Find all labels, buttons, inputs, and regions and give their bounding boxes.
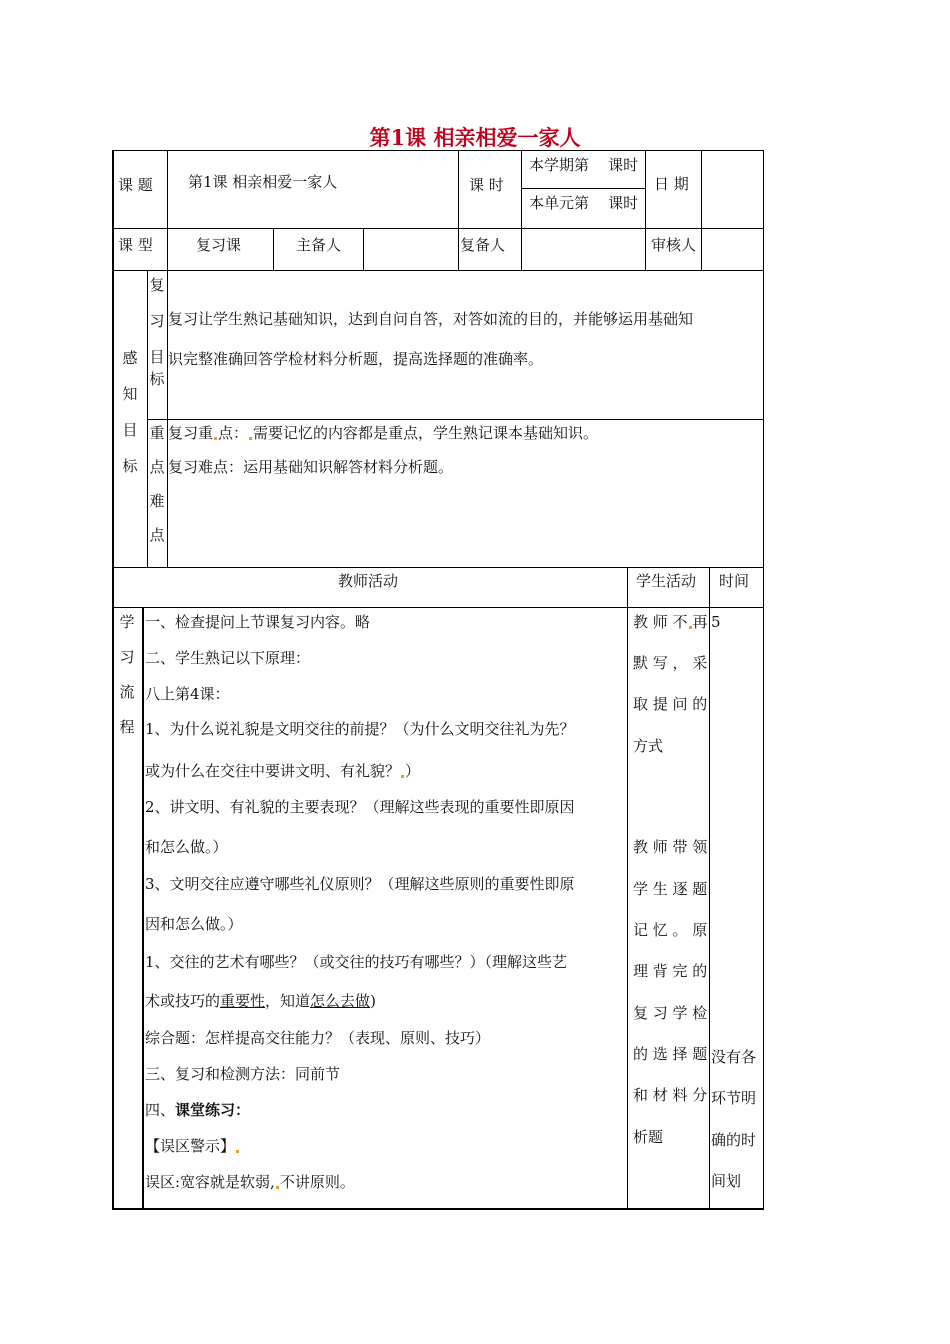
preparer-label: 主备人 xyxy=(296,236,342,254)
page-title: 第1课 相亲相爱一家人 xyxy=(369,125,581,150)
student-line: 的 选 择 题 xyxy=(633,1045,708,1063)
time-value: 5 xyxy=(711,613,721,631)
teacher-line: 三、复习和检测方法：同前节 xyxy=(145,1065,341,1083)
teacher-line: 1、为什么说礼貌是文明交往的前提？（为什么文明交往礼为先？ xyxy=(145,720,575,738)
teacher-activity-header: 教师活动 xyxy=(338,572,399,590)
teacher-line: 二、学生熟记以下原理： xyxy=(145,649,311,667)
type-label: 课 型 xyxy=(118,236,153,254)
student-line: 方式 xyxy=(633,737,664,755)
teacher-line: 一、检查提问上节课复习内容。略 xyxy=(145,613,371,631)
student-line: 析题 xyxy=(633,1128,664,1146)
objective-line-1: 复习让学生熟记基础知识，达到自问自答，对答如流的目的，并能够运用基础知 xyxy=(168,310,694,328)
keypoint-line-2: 复习难点：运用基础知识解答材料分析题。 xyxy=(168,458,454,476)
topic-label: 课 题 xyxy=(118,176,153,194)
co-preparer-label: 复备人 xyxy=(460,236,506,254)
topic-value: 第1课 相亲相爱一家人 xyxy=(188,173,338,191)
time-note-line: 环节明 xyxy=(711,1089,757,1107)
teacher-line: 或为什么在交往中要讲文明、有礼貌？ ） xyxy=(145,762,421,780)
teacher-line: 3、文明交往应遵守哪些礼仪原则？（理解这些原则的重要性即原 xyxy=(145,875,575,893)
time-note-line: 没有各 xyxy=(711,1048,757,1066)
teacher-line: 八上第4课： xyxy=(145,685,230,703)
type-value: 复习课 xyxy=(196,236,242,254)
student-line: 复 习 学 检 xyxy=(633,1004,708,1022)
teacher-line: 四、课堂练习： xyxy=(145,1101,251,1119)
student-line: 教 师 不 再 xyxy=(633,613,708,631)
teacher-line: 1、交往的艺术有哪些？（或交往的技巧有哪些？）（理解这些艺 xyxy=(145,953,568,971)
student-line: 学 生 逐 题 xyxy=(633,880,708,898)
time-note-line: 间划 xyxy=(711,1172,742,1190)
reviewer-label: 审核人 xyxy=(651,236,697,254)
unit-period: 本单元第 课时 xyxy=(529,194,639,212)
teacher-line: 【误区警示】 xyxy=(145,1139,240,1154)
teacher-line: 因和怎么做。） xyxy=(145,915,243,933)
student-line: 记 忆 。 原 xyxy=(633,921,708,939)
date-label: 日 期 xyxy=(654,175,689,193)
student-line: 理 背 完 的 xyxy=(633,962,708,980)
keypoint-line-1: 复习重 点： 需要记忆的内容都是重点，学生熟记课本基础知识。 xyxy=(168,424,599,442)
teacher-line: 综合题：怎样提高交往能力？（表现、原则、技巧） xyxy=(145,1029,491,1047)
time-note-line: 确的时 xyxy=(711,1131,757,1149)
time-header: 时间 xyxy=(719,572,750,590)
objective-label: 复 习 目 标 xyxy=(149,276,165,388)
teacher-line: 和怎么做。） xyxy=(145,838,228,856)
section-label-perception: 感 知 目 标 xyxy=(122,349,138,475)
student-activity-header: 学生活动 xyxy=(636,572,697,590)
period-label: 课 时 xyxy=(469,176,504,194)
student-line: 和 材 料 分 xyxy=(633,1086,708,1104)
teacher-line: 误区:宽容就是软弱, 不讲原则。 xyxy=(145,1173,355,1191)
student-line: 教 师 带 领 xyxy=(633,838,708,856)
objective-line-2: 识完整准确回答学检材料分析题，提高选择题的准确率。 xyxy=(168,350,544,368)
semester-period: 本学期第 课时 xyxy=(529,156,639,174)
flow-label: 学 习 流 程 xyxy=(119,613,135,736)
student-line: 取 提 问 的 xyxy=(633,695,708,713)
teacher-line: 术或技巧的重要性，知道怎么去做) xyxy=(145,992,376,1010)
keypoint-label: 重 点 难 点 xyxy=(149,424,165,544)
student-line: 默 写 ， 采 xyxy=(633,654,708,672)
teacher-line: 2、讲文明、有礼貌的主要表现？（理解这些表现的重要性即原因 xyxy=(145,798,575,816)
